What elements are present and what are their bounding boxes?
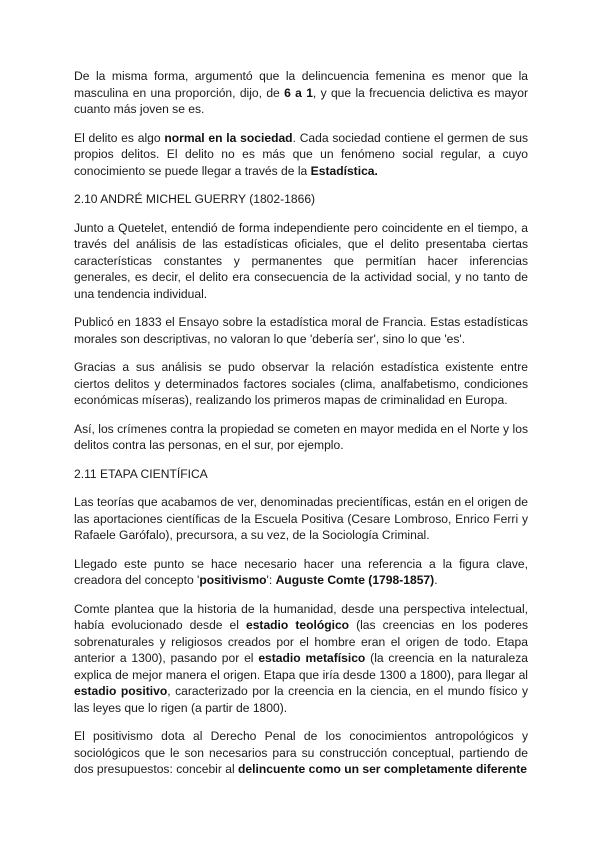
- paragraph-delito-normal: [74, 130, 528, 180]
- bold-segment: Estadística.: [310, 163, 378, 178]
- paragraph-crimenes-propiedad: [74, 421, 528, 454]
- text-segment: (las creencias en los poderes sobrenaturales y religiosos creados por el hombre eran el origen de todo. Etapa anterior a 1300), pasando por el: [74, 618, 529, 665]
- text-segment: Junto a Quetelet, entendió de forma independiente pero coincidente en el tiempo, a través del análisis de las estadísticas oficiales, que el delito presentaba ciertas características constantes y permanentes que permitían hacer inferencias generales, es decir, el delito era consecuencia de la actividad social, y no tanto de una tendencia individual.: [74, 220, 528, 301]
- text-segment: El positivismo dota al Derecho Penal de los conocimientos antropológicos y sociológicos que le son necesarios para su construcción conceptual, partiendo de dos presupuestos: concebir al: [74, 729, 528, 776]
- text-segment: , caracterizado por la creencia en la ciencia, en el mundo físico y las leyes que lo rigen (a partir de 1800).: [74, 684, 529, 715]
- paragraph-junto-quetelet: [74, 220, 528, 303]
- bold-segment: normal en la sociedad: [164, 130, 293, 145]
- paragraph-delincuencia-femenina: [74, 68, 528, 118]
- text-segment: De la misma forma, argumentó que la delincuencia femenina es menor que la masculina en una proporción, dijo, de: [74, 69, 528, 100]
- bold-segment: 6 a 1: [284, 85, 313, 100]
- paragraph-positivismo-derecho-penal: [74, 728, 528, 778]
- paragraph-teorias-precientificas: [74, 494, 528, 544]
- heading-text: 2.10 ANDRÉ MICHEL GUERRY (1802-1866): [74, 192, 316, 206]
- text-segment: El delito es algo: [74, 130, 165, 145]
- section-heading-guerry: [74, 191, 528, 208]
- paragraph-positivismo-comte: [74, 556, 528, 589]
- text-segment: . Cada sociedad contiene el germen de sus propios delitos. El delito no es más que un fenómeno social regular, a cuyo conocimiento se puede llegar a través de la: [74, 130, 528, 178]
- heading-text: 2.11 ETAPA CIENTÍFICA: [74, 466, 208, 481]
- bold-segment: estadio teológico: [245, 618, 350, 632]
- text-segment: Llegado este punto se hace necesario hacer una referencia a la figura clave, creadora del concepto ': [74, 556, 528, 587]
- text-segment: (la creencia en la naturaleza explica de mejor manera el origen. Etapa que iría desde 1300 a 1800), para llegar al: [74, 651, 528, 682]
- bold-segment: estadio metafísico: [258, 651, 366, 665]
- text-segment: .: [434, 573, 438, 587]
- text-segment: Gracias a sus análisis se pudo observar la relación estadística existente entre ciertos delitos y determinados factores sociales (clima, analfabetismo, condiciones económicas míseras), realizando los primeros mapas de criminalidad en Europa.: [74, 360, 528, 407]
- text-segment: Así, los crímenes contra la propiedad se cometen en mayor medida en el Norte y los delitos contra las personas, en el sur, por ejemplo.: [74, 421, 528, 452]
- bold-segment: delincuente como un ser completamente diferente: [238, 762, 528, 776]
- paragraph-estadios-comte: [74, 601, 528, 717]
- section-heading-etapa-cientifica: [74, 466, 528, 483]
- text-segment: Comte plantea que la historia de la humanidad, desde una perspectiva intelectual, había evolucionado desde el: [74, 601, 528, 632]
- bold-segment: Auguste Comte (1798-1857): [275, 573, 435, 587]
- text-segment: , y que la frecuencia delictiva es mayor cuanto más joven se es.: [74, 85, 528, 116]
- text-segment: Publicó en 1833 el Ensayo sobre la estadística moral de Francia. Estas estadísticas morales son descriptivas, no valoran lo que 'debería ser', sino lo que 'es'.: [74, 315, 528, 346]
- bold-segment: estadio positivo: [74, 684, 168, 698]
- text-segment: Las teorías que acabamos de ver, denominadas precientíficas, están en el origen de las aportaciones científicas de la Escuela Positiva (Cesare Lombroso, Enrico Ferri y Rafaele Garófalo), precursora, a su vez, de la Sociología Criminal.: [74, 495, 528, 542]
- text-segment: ':: [266, 573, 276, 587]
- paragraph-ensayo-1833: [74, 314, 528, 347]
- paragraph-analisis-estadistico: [74, 359, 528, 409]
- bold-segment: positivismo: [199, 573, 267, 587]
